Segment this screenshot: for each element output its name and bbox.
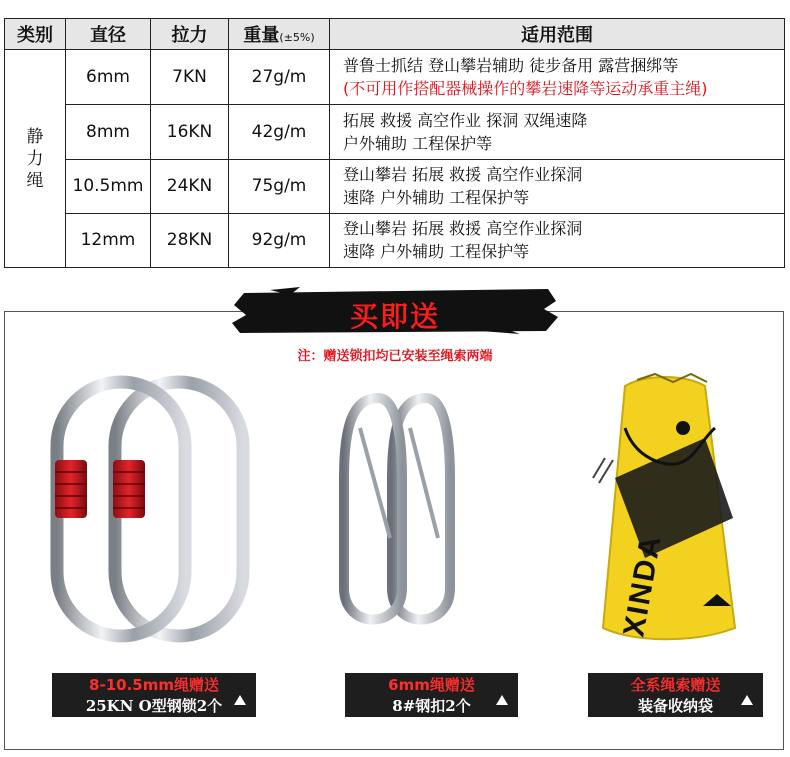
category-char: 静 (26, 126, 44, 147)
header-tension: 拉力 (151, 19, 229, 50)
bag-brand-text: XINDA (617, 531, 668, 640)
category-cell (5, 50, 66, 268)
weight-cell: 42g/m (229, 105, 330, 159)
diameter-cell: 12mm (66, 213, 151, 267)
category-char: 力 (26, 148, 44, 169)
header-category: 类别 (5, 19, 66, 50)
caption-line1: 6mm绳赠送 (388, 676, 475, 694)
header-weight-label: 重量 (243, 25, 280, 47)
header-diameter: 直径 (66, 19, 151, 50)
scope-cell (330, 213, 785, 267)
caption-line2: 8#钢扣2个 (392, 697, 471, 715)
table-header-row (5, 19, 785, 50)
gift-caption-2 (345, 673, 518, 717)
diameter-cell: 10.5mm (66, 159, 151, 213)
o-carabiner-image (45, 368, 260, 648)
weight-cell: 92g/m (229, 213, 330, 267)
caption-line2: 25KN O型钢锁2个 (85, 697, 223, 715)
weight-cell: 27g/m (229, 50, 330, 105)
scope-line: 登山攀岩 拓展 救援 高空作业探洞 (343, 165, 583, 185)
caption-line1: 全系绳索赠送 (630, 676, 721, 694)
bag-graphic (585, 368, 755, 658)
scope-line: 户外辅助 工程保护等 (343, 133, 493, 153)
tension-cell: 7KN (151, 50, 229, 105)
scope-line: 登山攀岩 拓展 救援 高空作业探洞 (343, 219, 583, 239)
spec-table (4, 18, 785, 268)
gift-caption-3 (588, 673, 763, 717)
triangle-up-icon (741, 695, 753, 705)
storage-bag-image (585, 368, 755, 658)
gift-note: 注：赠送锁扣均已安装至绳索两端 (297, 349, 493, 364)
caption-line1: 8-10.5mm绳赠送 (89, 676, 219, 694)
scope-cell (330, 50, 785, 105)
table-row (5, 105, 785, 159)
table-row (5, 213, 785, 267)
table-row (5, 159, 785, 213)
scope-line: 速降 户外辅助 工程保护等 (343, 188, 530, 208)
header-weight-unit: (±5%) (279, 31, 315, 45)
scope-line: 速降 户外辅助 工程保护等 (343, 242, 530, 262)
scope-cell (330, 159, 785, 213)
header-scope: 适用范围 (330, 19, 785, 50)
carabiner-graphic (45, 368, 260, 648)
scope-cell (330, 105, 785, 159)
table-row (5, 50, 785, 105)
triangle-up-icon (496, 695, 508, 705)
tension-cell: 24KN (151, 159, 229, 213)
header-weight (229, 19, 330, 50)
tension-cell: 16KN (151, 105, 229, 159)
weight-cell: 75g/m (229, 159, 330, 213)
scope-warning: (不可用作搭配器械操作的攀岩速降等运动承重主绳) (343, 79, 708, 99)
gift-caption-1 (52, 673, 256, 717)
diameter-cell: 8mm (66, 105, 151, 159)
gift-banner (230, 287, 560, 335)
tension-cell: 28KN (151, 213, 229, 267)
banner-text: 买即送 (349, 300, 440, 333)
scope-line: 拓展 救援 高空作业 探洞 双绳速降 (343, 110, 588, 130)
diameter-cell: 6mm (66, 50, 151, 105)
snap-hook-graphic (330, 368, 480, 653)
category-char: 绳 (26, 170, 44, 191)
snap-hook-image (330, 368, 480, 653)
caption-line2: 装备收纳袋 (637, 697, 713, 715)
scope-line: 普鲁士抓结 登山攀岩辅助 徒步备用 露营捆绑等 (343, 56, 679, 76)
triangle-up-icon (234, 695, 246, 705)
